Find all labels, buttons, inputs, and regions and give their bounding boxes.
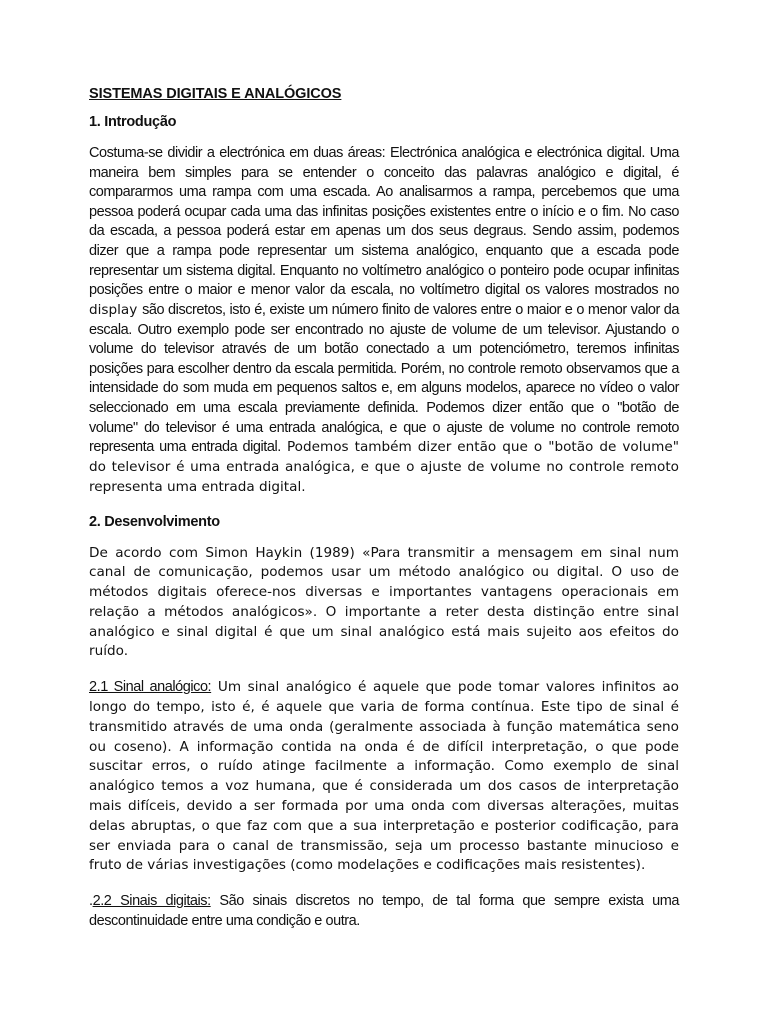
introduction-text-part-1: Costuma-se dividir a electrónica em duas áreas: Electrónica analógica e electrónica digital. Uma maneira bem simples para se entender o conceito das palavras analógico e digital, é compararmos uma rampa com uma escada. Ao analisarmos a rampa, percebemos que uma pessoa poderá ocupar cada uma das infinitas posições existentes entre o início e o fim. No caso da escada, a pessoa poderá estar em apenas um dos seus degraus. Sendo assim, podemos dizer que a rampa pode representar um sistema analógico, enquanto que a escada pode representar um sistema digital. Enquanto no voltímetro analógico o ponteiro pode ocupar infinitas posições entre o maior e menor valor da escala, no voltímetro digital os valores mostrados no bbox=[89, 145, 679, 299]
digital-signal-prefix: . bbox=[89, 893, 93, 910]
display-word: display bbox=[89, 301, 138, 318]
development-paragraph: De acordo com Simon Haykin (1989) «Para transmitir a mensagem em sinal num canal de comunicação, podemos usar um método analógico ou digital. O uso de métodos digitais oferece-nos diversas e importantes vantagens operacionais em relação a métodos analógicos». O importante a reter desta distinção entre sinal analógico e sinal digital é que um sinal analógico está mais sujeito aos efeitos do ruído. bbox=[89, 544, 679, 660]
digital-signal-paragraph bbox=[89, 892, 679, 931]
section-heading-introduction: 1. Introdução bbox=[89, 114, 177, 130]
digital-signal-label: 2.2 Sinais digitais: bbox=[92, 893, 211, 910]
introduction-text-part-3: Podemos também dizer então que o "botão de volume" do televisor é uma entrada analógica, e que o ajuste de volume no controle remoto representa uma entrada digital. bbox=[89, 439, 679, 495]
document-page bbox=[89, 86, 679, 931]
introduction-text-part-2: são discretos, isto é, existe um número finito de valores entre o maior e o menor valor da escala. Outro exemplo pode ser encontrado no ajuste de volume de um televisor. Ajustando o volume do televisor através de um botão conectado a um potenciómetro, teremos infinitas posições para escolher dentro da escala permitida. Porém, no controle remoto observamos que a intensidade do som muda em pequenos saltos e, em alguns modelos, aparece no vídeo o valor seleccionado em uma escala previamente definida. Podemos dizer então que o "botão de volume" do televisor é uma entrada analógica, e que o ajuste de volume no controle remoto representa uma entrada digital. bbox=[89, 301, 679, 456]
section-heading-development: 2. Desenvolvimento bbox=[89, 513, 220, 530]
analog-signal-paragraph bbox=[89, 678, 679, 876]
document-title: SISTEMAS DIGITAIS E ANALÓGICOS bbox=[89, 86, 342, 102]
analog-signal-label: 2.1 Sinal analógico: bbox=[89, 679, 212, 696]
digital-signal-text: São sinais discretos no tempo, de tal forma que sempre exista uma descontinuidade entre uma condição e outra. bbox=[89, 893, 679, 929]
introduction-paragraph bbox=[89, 144, 679, 498]
analog-signal-text: Um sinal analógico é aquele que pode tomar valores infinitos ao longo do tempo, isto é, é aquele que varia de forma contínua. Este tipo de sinal é transmitido através de uma onda (geralmente associada à função matemática seno ou coseno). A informação contida na onda é de difícil interpretação, o que pode suscitar erros, o ruído atinge facilmente a informação. Como exemplo de sinal analógico temos a voz humana, que é considerada um dos casos de interpretação mais difíceis, devido a ser formada por uma onda com diversas alterações, muitas delas abruptas, o que faz com que a sua interpretação e posterior codificação, para ser enviada para o canal de transmissão, seja um processo bastante minucioso e fruto de várias investigações (como modelações e codificações mais resistentes). bbox=[89, 679, 679, 874]
